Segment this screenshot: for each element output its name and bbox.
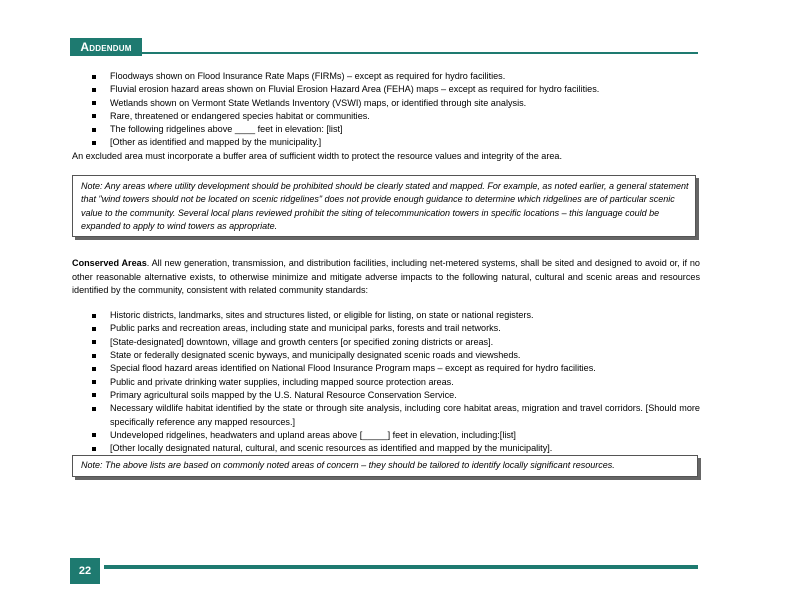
page-content bbox=[72, 70, 700, 477]
list-item: Rare, threatened or endangered species habitat or communities. bbox=[72, 110, 700, 123]
list-item: Primary agricultural soils mapped by the U.S. Natural Resource Conservation Service. bbox=[72, 389, 700, 402]
footer-rule bbox=[104, 565, 698, 569]
note-box: Note: Any areas where utility development should be prohibited should be clearly stated and mapped. For example, as noted earlier, a general statement that "wind towers should not be located on scenic ridgelines" does not provide enough guidance to determine which ridgelines are of particular scenic value to the community. Several local plans reviewed prohibit the siting of telecommunication towers in specific locations – this language could be expanded to apply to wind towers as appropriate. bbox=[72, 175, 696, 237]
list-item: [Other locally designated natural, cultural, and scenic resources as identified and mapped by the municipality]. bbox=[72, 442, 700, 455]
list-item: State or federally designated scenic byways, and municipally designated scenic roads and viewsheds. bbox=[72, 349, 700, 362]
conserved-areas-list bbox=[72, 309, 700, 455]
list-item: The following ridgelines above ____ feet in elevation: [list] bbox=[72, 123, 700, 136]
section-title: Addendum bbox=[70, 38, 142, 56]
list-item: Undeveloped ridgelines, headwaters and upland areas above [_____] feet in elevation, including:[list] bbox=[72, 429, 700, 442]
header-rule bbox=[142, 52, 698, 54]
page-number: 22 bbox=[70, 558, 100, 584]
excluded-areas-list bbox=[72, 70, 700, 150]
list-item: Public and private drinking water supplies, including mapped source protection areas. bbox=[72, 376, 700, 389]
conserved-areas-text: . All new generation, transmission, and distribution facilities, including net-metered systems, shall be sited and designed to avoid or, if no other reasonable alternative exists, to otherwise minimize and mitigate adverse impacts to the following natural, cultural and scenic areas and resources identified by the community, consistent with related community standards: bbox=[72, 258, 700, 295]
list-item: [Other as identified and mapped by the municipality.] bbox=[72, 136, 700, 149]
list-item: Public parks and recreation areas, including state and municipal parks, forests and trail networks. bbox=[72, 322, 700, 335]
note-box: Note: The above lists are based on commonly noted areas of concern – they should be tailored to identify locally significant resources. bbox=[72, 455, 698, 476]
list-item: Wetlands shown on Vermont State Wetlands Inventory (VSWI) maps, or identified through site analysis. bbox=[72, 97, 700, 110]
list-item: Floodways shown on Flood Insurance Rate Maps (FIRMs) – except as required for hydro facilities. bbox=[72, 70, 700, 83]
list-item: [State-designated] downtown, village and growth centers [or specified zoning districts or areas]. bbox=[72, 336, 700, 349]
list-item: Necessary wildlife habitat identified by the state or through site analysis, including core habitat areas, migration and travel corridors. [Should more specifically reference any mapped resources.] bbox=[72, 402, 700, 429]
conserved-areas-paragraph bbox=[72, 257, 700, 297]
buffer-paragraph: An excluded area must incorporate a buffer area of sufficient width to protect the resource values and integrity of the area. bbox=[72, 150, 563, 161]
list-item: Special flood hazard areas identified on National Flood Insurance Program maps – except as required for hydro facilities. bbox=[72, 362, 700, 375]
list-item: Historic districts, landmarks, sites and structures listed, or eligible for listing, on state or national registers. bbox=[72, 309, 700, 322]
list-item: Fluvial erosion hazard areas shown on Fluvial Erosion Hazard Area (FEHA) maps – except as required for hydro facilities. bbox=[72, 83, 700, 96]
conserved-areas-heading: Conserved Areas bbox=[72, 258, 147, 269]
